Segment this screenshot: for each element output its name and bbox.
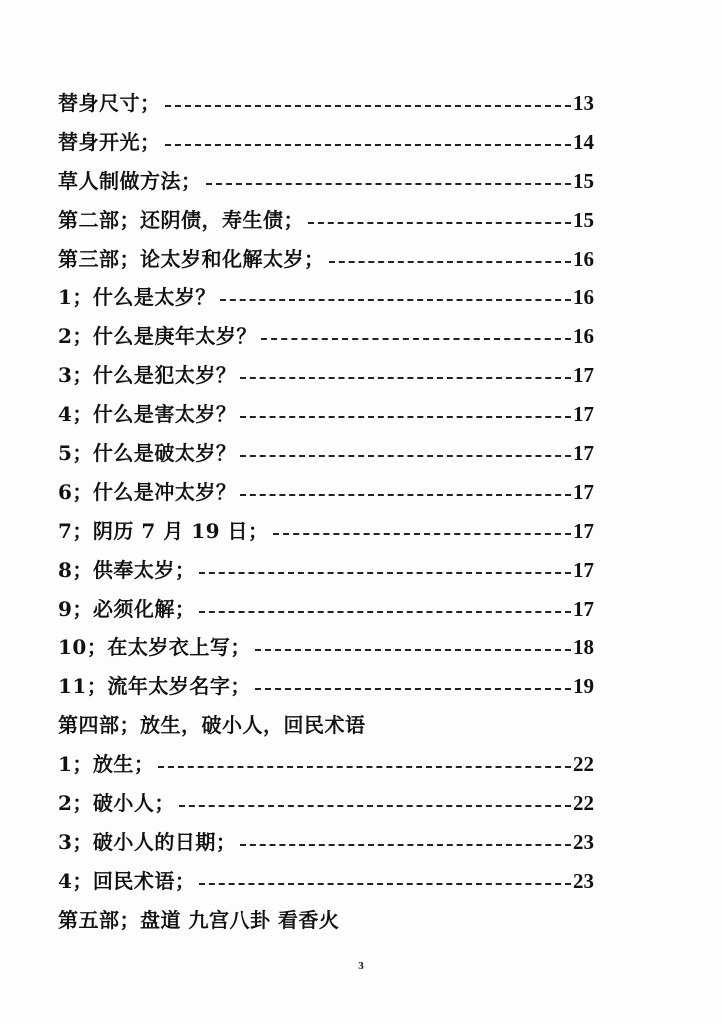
toc-entry-title: 第四部；放生，破小人，回民术语 (58, 713, 366, 738)
toc-entry-page: 23 (573, 829, 594, 854)
toc-entry (58, 512, 598, 551)
toc-entry-title: 草人制做方法； (58, 168, 202, 193)
toc-entry (58, 278, 598, 317)
toc-entry-leader (308, 222, 571, 224)
toc-entry-leader (240, 455, 571, 457)
toc-entry-leader (199, 611, 571, 613)
toc-entry-title: 替身尺寸； (58, 91, 161, 115)
toc-entry-page: 15 (573, 207, 594, 232)
toc-entry-title: 1；放生； (58, 752, 155, 777)
toc-entry (58, 84, 598, 123)
toc-entry (58, 434, 598, 473)
toc-entry (58, 784, 598, 823)
toc-entry-leader (199, 883, 571, 885)
toc-entry-leader (255, 688, 571, 690)
toc-entry (58, 901, 598, 940)
toc-entry-leader (255, 649, 571, 651)
toc-entry-leader (273, 533, 571, 535)
toc-entry (58, 123, 598, 162)
toc-entry-leader (158, 766, 571, 768)
toc-entry-title: 11；流年太岁名字； (58, 674, 251, 699)
toc-entry-page: 22 (573, 791, 594, 816)
toc-entry (58, 317, 598, 356)
toc-entry (58, 395, 598, 434)
toc-entry-title: 1；什么是太岁？ (58, 285, 216, 310)
page-number: 3 (358, 960, 364, 972)
toc-entry-title: 2；破小人； (58, 791, 175, 816)
toc-entry-title: 4；回民术语； (58, 868, 196, 893)
toc-entry-title: 第三部；论太岁和化解太岁； (58, 246, 325, 271)
toc-entry-title: 9；必须化解； (58, 596, 196, 621)
toc-entry-page: 16 (573, 285, 594, 310)
toc-entry-title: 2；什么是庚年太岁？ (58, 324, 257, 349)
toc-entry-page: 23 (573, 868, 594, 893)
toc-entry (58, 590, 598, 629)
toc-entry-page: 13 (573, 91, 594, 115)
toc-entry-page: 17 (573, 518, 594, 543)
toc-entry-page: 18 (573, 635, 594, 660)
toc-entry-page: 17 (573, 441, 594, 466)
toc-entry-page: 17 (573, 402, 594, 427)
toc-entry (58, 823, 598, 862)
toc-entry-page: 14 (573, 129, 594, 154)
toc-entry (58, 551, 598, 590)
toc-entry-leader (165, 144, 571, 146)
toc-entry-leader (240, 844, 571, 846)
toc-entry-leader (179, 805, 571, 807)
toc-entry-title: 8；供奉太岁； (58, 557, 196, 582)
toc-entry-title: 4；什么是害太岁？ (58, 402, 237, 427)
table-of-contents (58, 84, 598, 940)
toc-entry-title: 7；阴历 7 月 19 日； (58, 518, 269, 543)
toc-entry-title: 3；破小人的日期； (58, 829, 237, 854)
toc-entry-leader (240, 494, 571, 496)
toc-entry-page: 17 (573, 479, 594, 504)
toc-entry-title: 第五部；盘道 九宫八卦 看香火 (58, 907, 340, 932)
toc-entry (58, 201, 598, 240)
toc-entry-page: 17 (573, 557, 594, 582)
toc-entry-title: 替身开光； (58, 129, 161, 154)
toc-entry-leader (220, 299, 571, 301)
toc-entry-leader (329, 261, 571, 263)
toc-entry-page: 17 (573, 596, 594, 621)
toc-entry-page: 15 (573, 168, 594, 193)
toc-entry-title: 第二部；还阴债，寿生债； (58, 207, 304, 232)
toc-entry-title: 3；什么是犯太岁？ (58, 363, 237, 388)
toc-entry-page: 16 (573, 324, 594, 349)
toc-entry-title: 5；什么是破太岁？ (58, 441, 237, 466)
toc-entry (58, 240, 598, 279)
toc-entry-leader (261, 338, 571, 340)
toc-entry (58, 628, 598, 667)
toc-entry-page: 16 (573, 246, 594, 271)
toc-entry-title: 6；什么是冲太岁？ (58, 479, 237, 504)
toc-entry (58, 356, 598, 395)
toc-entry-title: 10；在太岁衣上写； (58, 635, 251, 660)
toc-entry-leader (240, 377, 571, 379)
toc-entry-leader (206, 183, 571, 185)
toc-entry (58, 667, 598, 706)
toc-entry (58, 162, 598, 201)
toc-entry-leader (165, 105, 571, 107)
toc-entry-leader (199, 572, 571, 574)
toc-entry (58, 706, 598, 745)
toc-entry-page: 19 (573, 674, 594, 699)
toc-entry (58, 745, 598, 784)
toc-entry-leader (240, 416, 571, 418)
toc-entry-page: 17 (573, 363, 594, 388)
toc-entry (58, 473, 598, 512)
toc-entry-page: 22 (573, 752, 594, 777)
toc-entry (58, 862, 598, 901)
